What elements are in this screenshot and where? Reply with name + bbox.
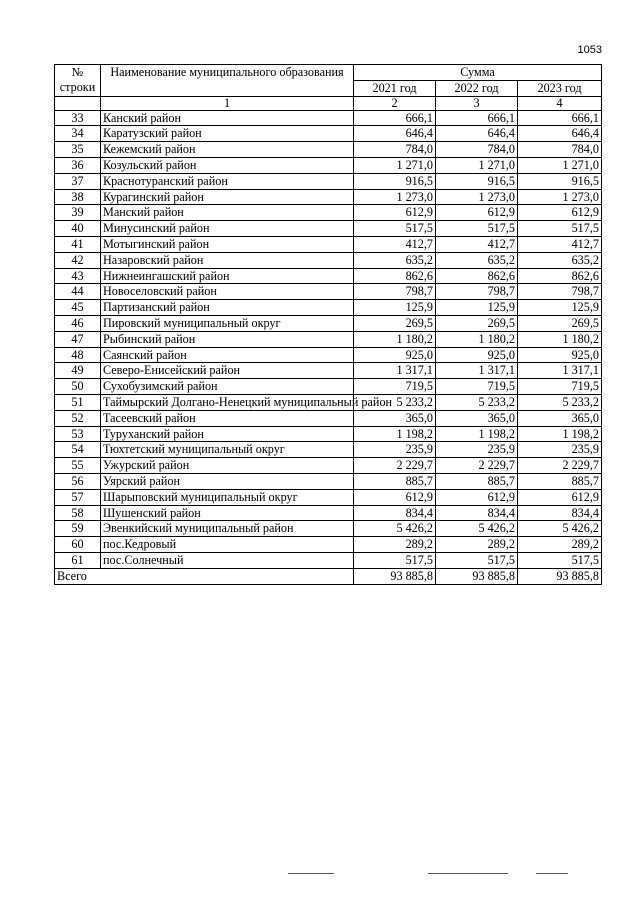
value-2022-cell: 365,0 — [436, 410, 518, 426]
table-row — [55, 347, 602, 363]
municipality-name-cell: Краснотуранский район — [101, 173, 354, 189]
value-2022-cell: 925,0 — [436, 347, 518, 363]
value-2021-cell: 666,1 — [354, 110, 436, 126]
header-index-2: 2 — [354, 96, 436, 110]
value-2022-cell: 235,9 — [436, 442, 518, 458]
header-year-2021: 2021 год — [354, 80, 436, 96]
value-2021-cell: 646,4 — [354, 126, 436, 142]
municipality-name-cell: Нижнеингашский район — [101, 268, 354, 284]
value-2022-cell: 719,5 — [436, 379, 518, 395]
value-2023-cell: 1 180,2 — [518, 331, 602, 347]
municipality-name-cell: Сухобузимский район — [101, 379, 354, 395]
table-row — [55, 331, 602, 347]
header-sum: Сумма — [354, 65, 602, 81]
value-2021-cell: 517,5 — [354, 221, 436, 237]
table-row — [55, 126, 602, 142]
row-number-cell: 60 — [55, 537, 101, 553]
value-2021-cell: 784,0 — [354, 142, 436, 158]
table-row — [55, 142, 602, 158]
value-2022-cell: 1 273,0 — [436, 189, 518, 205]
row-number-cell: 34 — [55, 126, 101, 142]
table-row — [55, 205, 602, 221]
value-2021-cell: 1 180,2 — [354, 331, 436, 347]
value-2023-cell: 612,9 — [518, 205, 602, 221]
table-row — [55, 473, 602, 489]
value-2022-cell: 646,4 — [436, 126, 518, 142]
table-row — [55, 300, 602, 316]
value-2023-cell: 2 229,7 — [518, 458, 602, 474]
municipality-name-cell: Туруханский район — [101, 426, 354, 442]
table-row — [55, 426, 602, 442]
value-2023-cell: 612,9 — [518, 489, 602, 505]
value-2023-cell: 269,5 — [518, 315, 602, 331]
value-2023-cell: 885,7 — [518, 473, 602, 489]
value-2022-cell: 916,5 — [436, 173, 518, 189]
value-2023-cell: 1 273,0 — [518, 189, 602, 205]
header-index-empty — [55, 96, 101, 110]
value-2021-cell: 885,7 — [354, 473, 436, 489]
value-2023-cell: 1 317,1 — [518, 363, 602, 379]
value-2021-cell: 269,5 — [354, 315, 436, 331]
value-2022-cell: 798,7 — [436, 284, 518, 300]
municipality-name-cell: Манский район — [101, 205, 354, 221]
value-2022-cell: 289,2 — [436, 537, 518, 553]
signature-line-3 — [536, 873, 568, 874]
value-2022-cell: 862,6 — [436, 268, 518, 284]
value-2023-cell: 784,0 — [518, 142, 602, 158]
municipality-name-cell: Партизанский район — [101, 300, 354, 316]
header-name: Наименование муниципального образования — [101, 65, 354, 97]
row-number-cell: 58 — [55, 505, 101, 521]
row-number-cell: 43 — [55, 268, 101, 284]
table-row — [55, 537, 602, 553]
value-2022-cell: 2 229,7 — [436, 458, 518, 474]
value-2021-cell: 517,5 — [354, 552, 436, 568]
total-value-2021: 93 885,8 — [354, 568, 436, 584]
page-number: 1053 — [577, 44, 602, 56]
total-label: Всего — [55, 568, 354, 584]
table-row — [55, 173, 602, 189]
value-2021-cell: 365,0 — [354, 410, 436, 426]
row-number-cell: 38 — [55, 189, 101, 205]
value-2023-cell: 798,7 — [518, 284, 602, 300]
municipality-name-cell: Назаровский район — [101, 252, 354, 268]
row-number-cell: 50 — [55, 379, 101, 395]
value-2023-cell: 365,0 — [518, 410, 602, 426]
table-body — [55, 110, 602, 568]
row-number-cell: 49 — [55, 363, 101, 379]
municipality-name-cell: Каратузский район — [101, 126, 354, 142]
value-2023-cell: 916,5 — [518, 173, 602, 189]
row-number-cell: 46 — [55, 315, 101, 331]
total-row — [55, 568, 602, 584]
value-2022-cell: 1 198,2 — [436, 426, 518, 442]
table-row — [55, 552, 602, 568]
header-year-2023: 2023 год — [518, 80, 602, 96]
table-row — [55, 221, 602, 237]
value-2021-cell: 1 271,0 — [354, 157, 436, 173]
value-2021-cell: 5 426,2 — [354, 521, 436, 537]
value-2023-cell: 517,5 — [518, 552, 602, 568]
table-row — [55, 236, 602, 252]
value-2021-cell: 719,5 — [354, 379, 436, 395]
value-2022-cell: 834,4 — [436, 505, 518, 521]
row-number-cell: 37 — [55, 173, 101, 189]
header-index-1: 1 — [101, 96, 354, 110]
value-2021-cell: 125,9 — [354, 300, 436, 316]
table-row — [55, 284, 602, 300]
row-number-cell: 52 — [55, 410, 101, 426]
value-2021-cell: 635,2 — [354, 252, 436, 268]
value-2021-cell: 612,9 — [354, 489, 436, 505]
value-2021-cell: 862,6 — [354, 268, 436, 284]
total-value-2023: 93 885,8 — [518, 568, 602, 584]
value-2021-cell: 798,7 — [354, 284, 436, 300]
header-index-3: 3 — [436, 96, 518, 110]
value-2023-cell: 1 271,0 — [518, 157, 602, 173]
table-row — [55, 379, 602, 395]
table-row — [55, 110, 602, 126]
value-2022-cell: 1 180,2 — [436, 331, 518, 347]
table-header — [55, 65, 602, 111]
value-2023-cell: 5 233,2 — [518, 394, 602, 410]
value-2022-cell: 412,7 — [436, 236, 518, 252]
municipality-name-cell: Канский район — [101, 110, 354, 126]
value-2021-cell: 2 229,7 — [354, 458, 436, 474]
total-value-2022: 93 885,8 — [436, 568, 518, 584]
table-row — [55, 189, 602, 205]
table-row — [55, 442, 602, 458]
row-number-cell: 48 — [55, 347, 101, 363]
value-2021-cell: 1 317,1 — [354, 363, 436, 379]
municipality-name-cell: Мотыгинский район — [101, 236, 354, 252]
row-number-cell: 39 — [55, 205, 101, 221]
municipality-name-cell: Северо-Енисейский район — [101, 363, 354, 379]
value-2022-cell: 1 317,1 — [436, 363, 518, 379]
header-row-number — [55, 65, 101, 97]
value-2023-cell: 412,7 — [518, 236, 602, 252]
row-number-cell: 54 — [55, 442, 101, 458]
value-2023-cell: 5 426,2 — [518, 521, 602, 537]
municipality-name-cell: Новоселовский район — [101, 284, 354, 300]
value-2021-cell: 612,9 — [354, 205, 436, 221]
value-2023-cell: 1 198,2 — [518, 426, 602, 442]
value-2023-cell: 862,6 — [518, 268, 602, 284]
value-2023-cell: 719,5 — [518, 379, 602, 395]
value-2022-cell: 517,5 — [436, 552, 518, 568]
table-row — [55, 410, 602, 426]
value-2021-cell: 834,4 — [354, 505, 436, 521]
table-row — [55, 505, 602, 521]
table-row — [55, 489, 602, 505]
signature-line-1 — [288, 873, 334, 874]
row-number-cell: 53 — [55, 426, 101, 442]
table-row — [55, 363, 602, 379]
municipality-name-cell: Пировский муниципальный округ — [101, 315, 354, 331]
value-2022-cell: 517,5 — [436, 221, 518, 237]
value-2021-cell: 235,9 — [354, 442, 436, 458]
row-number-cell: 40 — [55, 221, 101, 237]
value-2023-cell: 289,2 — [518, 537, 602, 553]
municipality-name-cell: Рыбинский район — [101, 331, 354, 347]
municipality-name-cell: Тюхтетский муниципальный округ — [101, 442, 354, 458]
value-2021-cell: 916,5 — [354, 173, 436, 189]
municipality-name-cell: Минусинский район — [101, 221, 354, 237]
table-footer — [55, 568, 602, 584]
municipality-name-cell: Шарыповский муниципальный округ — [101, 489, 354, 505]
municipality-name-cell: пос.Кедровый — [101, 537, 354, 553]
value-2022-cell: 1 271,0 — [436, 157, 518, 173]
value-2021-cell: 1 273,0 — [354, 189, 436, 205]
value-2023-cell: 635,2 — [518, 252, 602, 268]
municipality-name-cell: Саянский район — [101, 347, 354, 363]
value-2023-cell: 646,4 — [518, 126, 602, 142]
municipality-name-cell: Эвенкийский муниципальный район — [101, 521, 354, 537]
row-number-cell: 45 — [55, 300, 101, 316]
table-row — [55, 521, 602, 537]
value-2023-cell: 834,4 — [518, 505, 602, 521]
row-number-cell: 61 — [55, 552, 101, 568]
row-number-cell: 44 — [55, 284, 101, 300]
value-2022-cell: 5 426,2 — [436, 521, 518, 537]
row-number-cell: 35 — [55, 142, 101, 158]
municipality-name-cell: пос.Солнечный — [101, 552, 354, 568]
row-number-cell: 41 — [55, 236, 101, 252]
value-2021-cell: 5 233,2 — [354, 394, 436, 410]
row-number-cell: 59 — [55, 521, 101, 537]
row-number-cell: 36 — [55, 157, 101, 173]
value-2022-cell: 125,9 — [436, 300, 518, 316]
value-2023-cell: 235,9 — [518, 442, 602, 458]
budget-table — [54, 64, 602, 585]
municipality-name-cell: Таймырский Долгано-Ненецкий муниципальный район — [101, 394, 354, 410]
value-2022-cell: 5 233,2 — [436, 394, 518, 410]
value-2022-cell: 269,5 — [436, 315, 518, 331]
table-row — [55, 268, 602, 284]
signature-line-2 — [428, 873, 508, 874]
header-row-number-label: № строки — [59, 65, 96, 94]
row-number-cell: 47 — [55, 331, 101, 347]
value-2022-cell: 784,0 — [436, 142, 518, 158]
table-row — [55, 157, 602, 173]
table-row — [55, 394, 602, 410]
value-2023-cell: 125,9 — [518, 300, 602, 316]
municipality-name-cell: Шушенский район — [101, 505, 354, 521]
header-year-2022: 2022 год — [436, 80, 518, 96]
value-2022-cell: 666,1 — [436, 110, 518, 126]
municipality-name-cell: Ужурский район — [101, 458, 354, 474]
value-2023-cell: 517,5 — [518, 221, 602, 237]
value-2021-cell: 289,2 — [354, 537, 436, 553]
value-2022-cell: 635,2 — [436, 252, 518, 268]
municipality-name-cell: Курагинский район — [101, 189, 354, 205]
table-row — [55, 315, 602, 331]
municipality-name-cell: Уярский район — [101, 473, 354, 489]
value-2023-cell: 666,1 — [518, 110, 602, 126]
value-2022-cell: 612,9 — [436, 489, 518, 505]
municipality-name-cell: Тасеевский район — [101, 410, 354, 426]
value-2022-cell: 885,7 — [436, 473, 518, 489]
value-2021-cell: 1 198,2 — [354, 426, 436, 442]
header-index-4: 4 — [518, 96, 602, 110]
municipality-name-cell: Кежемский район — [101, 142, 354, 158]
value-2021-cell: 412,7 — [354, 236, 436, 252]
row-number-cell: 55 — [55, 458, 101, 474]
row-number-cell: 33 — [55, 110, 101, 126]
row-number-cell: 51 — [55, 394, 101, 410]
row-number-cell: 42 — [55, 252, 101, 268]
table-row — [55, 252, 602, 268]
row-number-cell: 56 — [55, 473, 101, 489]
municipality-name-cell: Козульский район — [101, 157, 354, 173]
table-row — [55, 458, 602, 474]
value-2021-cell: 925,0 — [354, 347, 436, 363]
row-number-cell: 57 — [55, 489, 101, 505]
value-2023-cell: 925,0 — [518, 347, 602, 363]
value-2022-cell: 612,9 — [436, 205, 518, 221]
